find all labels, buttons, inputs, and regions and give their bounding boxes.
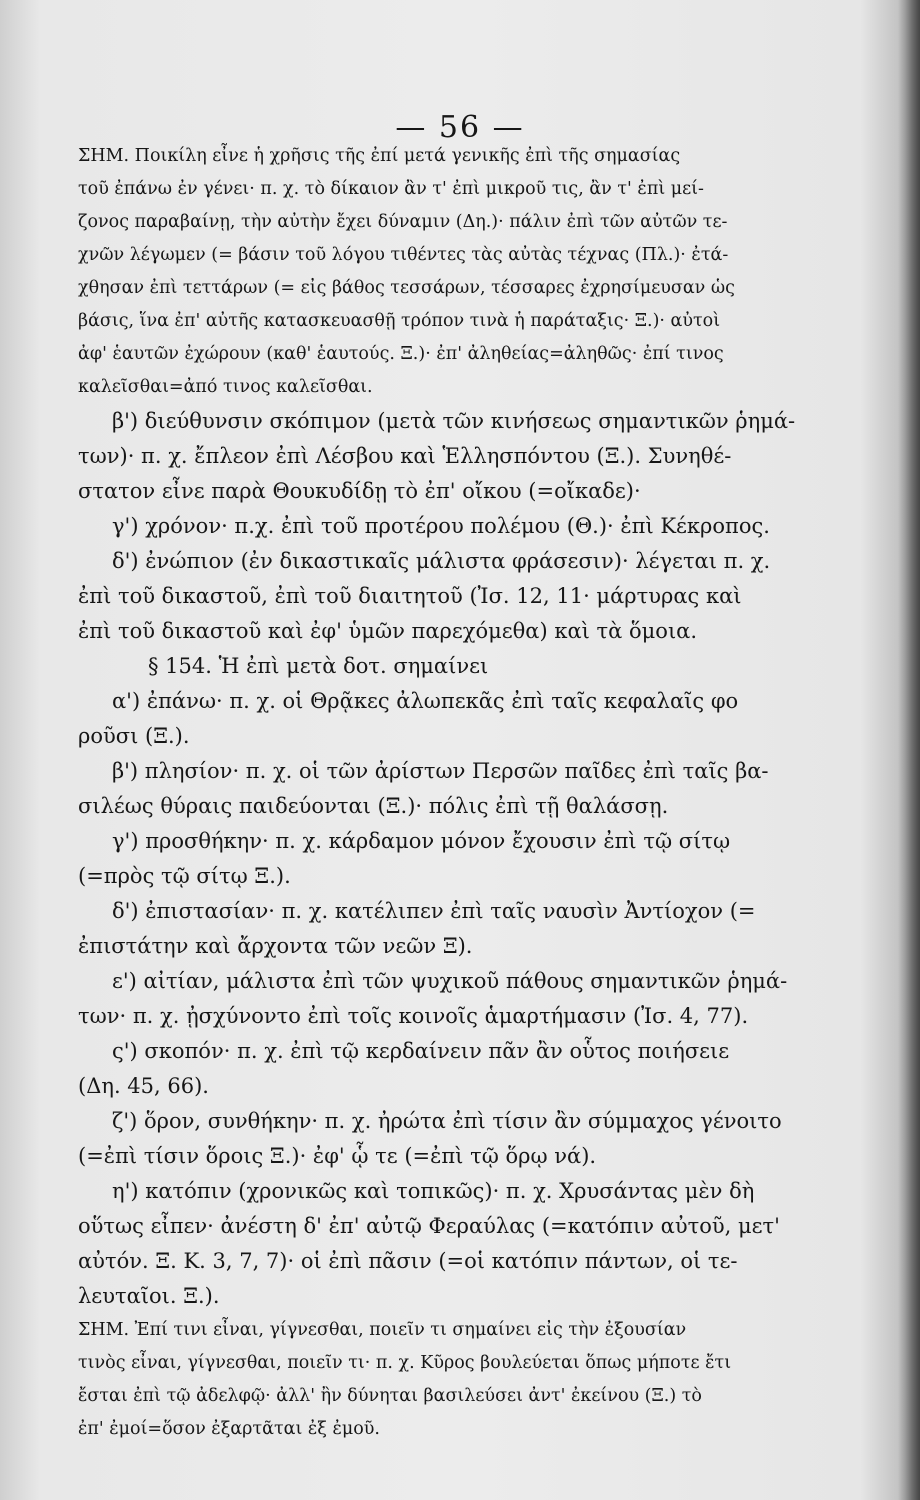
text-line: στατον εἶνε παρὰ Θουκυδίδῃ τὸ ἐπ' οἴκου (=οἴκαδε)· <box>78 479 641 503</box>
text-line: ἔσται ἐπὶ τῷ ἀδελφῷ· ἀλλ' ἢν δύνηται βασιλεύσει ἀντ' ἐκείνου (Ξ.) τὸ <box>78 1386 702 1406</box>
text-line: οὕτως εἶπεν· ἀνέστη δ' ἐπ' αὐτῷ Φεραύλας (=κατόπιν αὐτοῦ, μετ' <box>78 1214 780 1238</box>
text-line: (=ἐπὶ τίσιν ὅροις Ξ.)· ἐφ' ᾧ τε (=ἐπὶ τῷ ὅρῳ νά). <box>78 1144 597 1168</box>
text-line: δ') ἐπιστασίαν· π. χ. κατέλιπεν ἐπὶ ταῖς ναυσὶν Ἀντίοχον (= <box>112 899 756 923</box>
text-line: β') πλησίον· π. χ. οἱ τῶν ἀρίστων Περσῶν παῖδες ἐπὶ ταῖς βα- <box>112 759 769 783</box>
text-line: ς') σκοπόν· π. χ. ἐπὶ τῷ κερδαίνειν πᾶν ἂν οὗτος ποιήσειε <box>112 1039 730 1063</box>
text-line: (=πρὸς τῷ σίτῳ Ξ.). <box>78 864 291 888</box>
text-line: των· π. χ. ᾐσχύνοντο ἐπὶ τοῖς κοινοῖς ἁμαρτήμασιν (Ἰσ. 4, 77). <box>78 1004 749 1028</box>
text-line: ΣΗΜ. Ποικίλη εἶνε ἡ χρῆσις τῆς ἐπί μετά γενικῆς ἐπὶ τῆς σημασίας <box>78 146 681 166</box>
text-line: ΣΗΜ. Ἐπί τινι εἶναι, γίγνεσθαι, ποιεῖν τι σημαίνει εἰς τὴν ἐξουσίαν <box>78 1320 687 1340</box>
text-line: ἐπιστάτην καὶ ἄρχοντα τῶν νεῶν Ξ). <box>78 934 473 958</box>
text-line: σιλέως θύραις παιδεύονται (Ξ.)· πόλις ἐπὶ τῇ θαλάσσῃ. <box>78 794 669 818</box>
text-line: α') ἐπάνω· π. χ. οἱ Θρᾷκες ἀλωπεκᾶς ἐπὶ ταῖς κεφαλαῖς φο <box>112 689 739 713</box>
text-line: ἐπὶ τοῦ δικαστοῦ, ἐπὶ τοῦ διαιτητοῦ (Ἰσ. 12, 11· μάρτυρας καὶ <box>78 584 742 608</box>
text-line: ροῦσι (Ξ.). <box>78 724 190 748</box>
text-line: ἐπὶ τοῦ δικαστοῦ καὶ ἐφ' ὑμῶν παρεχόμεθα) καὶ τὰ ὅμοια. <box>78 619 698 643</box>
text-line: ε') αἰτίαν, μάλιστα ἐπὶ τῶν ψυχικοῦ πάθους σημαντικῶν ῥημά- <box>112 969 788 993</box>
text-line: βάσις, ἵνα ἐπ' αὐτῆς κατασκευασθῇ τρόπον τινὰ ἡ παράταξις· Ξ.)· αὐτοὶ <box>78 311 721 331</box>
text-line: χνῶν λέγωμεν (= βάσιν τοῦ λόγου τιθέντες τὰς αὐτὰς τέχνας (Πλ.)· ἐτά- <box>78 245 729 265</box>
text-line: των)· π. χ. ἔπλεον ἐπὶ Λέσβου καὶ Ἑλλησπόντου (Ξ.). Συνηθέ- <box>78 444 732 468</box>
text-line: γ') προσθήκην· π. χ. κάρδαμον μόνον ἔχουσιν ἐπὶ τῷ σίτῳ <box>112 829 731 853</box>
text-line: χθησαν ἐπὶ τεττάρων (= εἰς βάθος τεσσάρων, τέσσαρες ἐχρησίμευσαν ὡς <box>78 278 735 298</box>
text-line: καλεῖσθαι=ἀπό τινος καλεῖσθαι. <box>78 377 373 397</box>
text-line: τινὸς εἶναι, γίγνεσθαι, ποιεῖν τι· π. χ. Κῦρος βουλεύεται ὅπως μήποτε ἔτι <box>78 1353 732 1373</box>
text-line: δ') ἐνώπιον (ἐν δικαστικαῖς μάλιστα φράσεσιν)· λέγεται π. χ. <box>112 549 771 573</box>
text-line: η') κατόπιν (χρονικῶς καὶ τοπικῶς)· π. χ. Χρυσάντας μὲν δὴ <box>112 1179 755 1203</box>
text-line: αὐτόν. Ξ. Κ. 3, 7, 7)· οἱ ἐπὶ πᾶσιν (=οἱ κατόπιν πάντων, οἱ τε- <box>78 1249 738 1273</box>
text-line: ζ') ὅρον, συνθήκην· π. χ. ἠρώτα ἐπὶ τίσιν ἂν σύμμαχος γένοιτο <box>112 1109 782 1133</box>
text-line: ἐπ' ἐμοί=ὅσον ἐξαρτᾶται ἐξ ἐμοῦ. <box>78 1419 380 1439</box>
text-line: τοῦ ἐπάνω ἐν γένει· π. χ. τὸ δίκαιον ἂν τ' ἐπὶ μικροῦ τις, ἂν τ' ἐπὶ μεί- <box>78 179 704 199</box>
text-line: ἀφ' ἑαυτῶν ἐχώρουν (καθ' ἑαυτούς. Ξ.)· ἐπ' ἀληθείας=ἀληθῶς· ἐπί τινος <box>78 344 724 364</box>
page-text <box>78 140 850 1446</box>
page-edge-shadow <box>898 0 920 1500</box>
page-number: — 56 — <box>395 110 525 145</box>
text-line: β') διεύθυνσιν σκόπιμον (μετὰ τῶν κινήσεως σημαντικῶν ῥημά- <box>112 409 796 433</box>
text-line: ζονος παραβαίνῃ, τὴν αὐτὴν ἔχει δύναμιν (Δη.)· πάλιν ἐπὶ τῶν αὐτῶν τε- <box>78 212 728 232</box>
text-line: (Δη. 45, 66). <box>78 1074 209 1098</box>
text-line: λευταῖοι. Ξ.). <box>78 1284 220 1308</box>
text-line: § 154. Ἡ ἐπὶ μετὰ δοτ. σημαίνει <box>148 654 489 678</box>
text-line: γ') χρόνον· π.χ. ἐπὶ τοῦ προτέρου πολέμου (Θ.)· ἐπὶ Κέκροπος. <box>112 514 770 538</box>
